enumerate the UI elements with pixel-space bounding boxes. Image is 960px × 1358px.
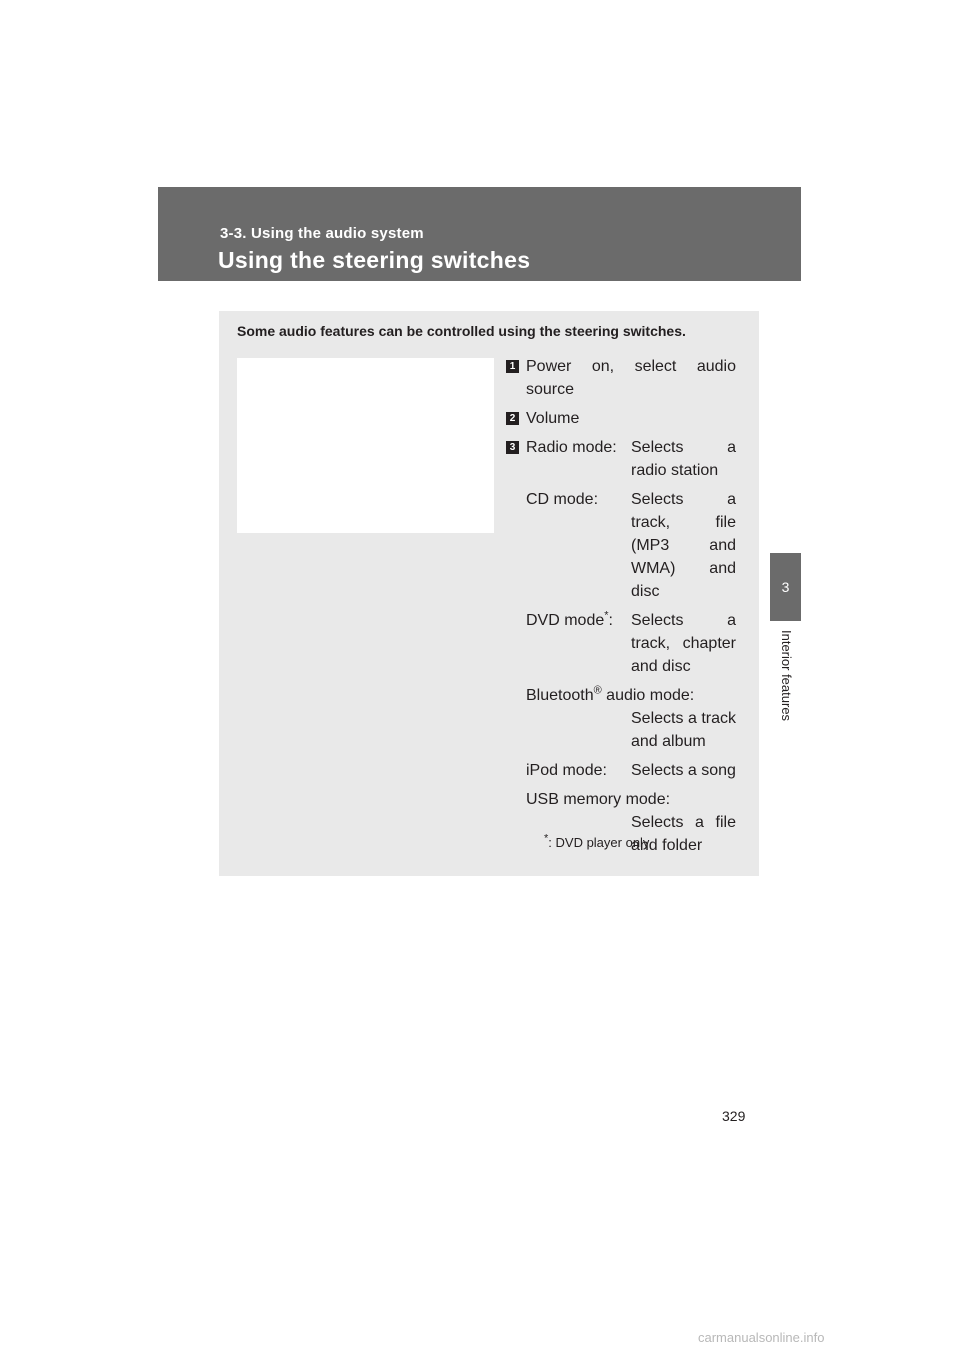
chapter-number: 3 (781, 579, 790, 595)
mode-desc: Selects a file and folder (631, 814, 736, 854)
item-number-badge: 2 (506, 412, 519, 425)
section-label: 3-3. Using the audio system (220, 225, 424, 242)
mode-label: iPod mode: (526, 762, 607, 779)
mode-row-bluetooth (526, 684, 736, 753)
footnote-text: : DVD player only (548, 835, 650, 850)
item-number-badge: 1 (506, 360, 519, 373)
list-item (506, 407, 736, 430)
content-box (219, 311, 759, 876)
item-number-badge: 3 (506, 441, 519, 454)
chapter-label: Interior features (779, 630, 794, 722)
mode-label-suffix: audio mode: (601, 687, 695, 704)
mode-desc: Selects a track, chapter and disc (631, 612, 736, 675)
list-item (506, 436, 736, 857)
mode-label-text: Bluetooth (526, 687, 594, 704)
mode-label: Radio mode: (526, 439, 617, 456)
steering-switch-figure (237, 358, 494, 533)
page-number: 329 (722, 1108, 746, 1124)
asterisk-mark: * (604, 609, 609, 622)
footnote-asterisk: * (544, 832, 549, 845)
list-item (506, 355, 736, 401)
mode-row-ipod (526, 759, 736, 782)
item-text: Volume (526, 410, 580, 427)
mode-desc: Selects a song (631, 762, 736, 779)
mode-label: USB memory mode: (526, 791, 671, 808)
mode-label-colon: : (608, 612, 613, 629)
footnote (544, 832, 650, 850)
mode-label: CD mode: (526, 491, 599, 508)
mode-label (526, 609, 631, 678)
intro-text: Some audio features can be controlled using the steering switches. (237, 323, 686, 339)
item-text: Power on, select audio source (526, 358, 736, 398)
registered-mark: ® (593, 684, 602, 697)
switch-list (506, 355, 736, 863)
mode-row-dvd (526, 609, 736, 678)
mode-label (526, 684, 736, 707)
watermark: carmanualsonline.info (698, 1330, 825, 1345)
mode-label-text: DVD mode (526, 612, 605, 629)
page-header (158, 187, 801, 281)
page-title: Using the steering switches (218, 247, 531, 273)
mode-desc: Selects a radio station (631, 439, 736, 479)
mode-desc: Selects a track and album (631, 710, 736, 750)
mode-row-radio (526, 436, 736, 482)
mode-desc: Selects a track, file (MP3 and WMA) and disc (631, 491, 736, 600)
chapter-tab[interactable] (770, 553, 801, 621)
mode-row-cd (526, 488, 736, 603)
